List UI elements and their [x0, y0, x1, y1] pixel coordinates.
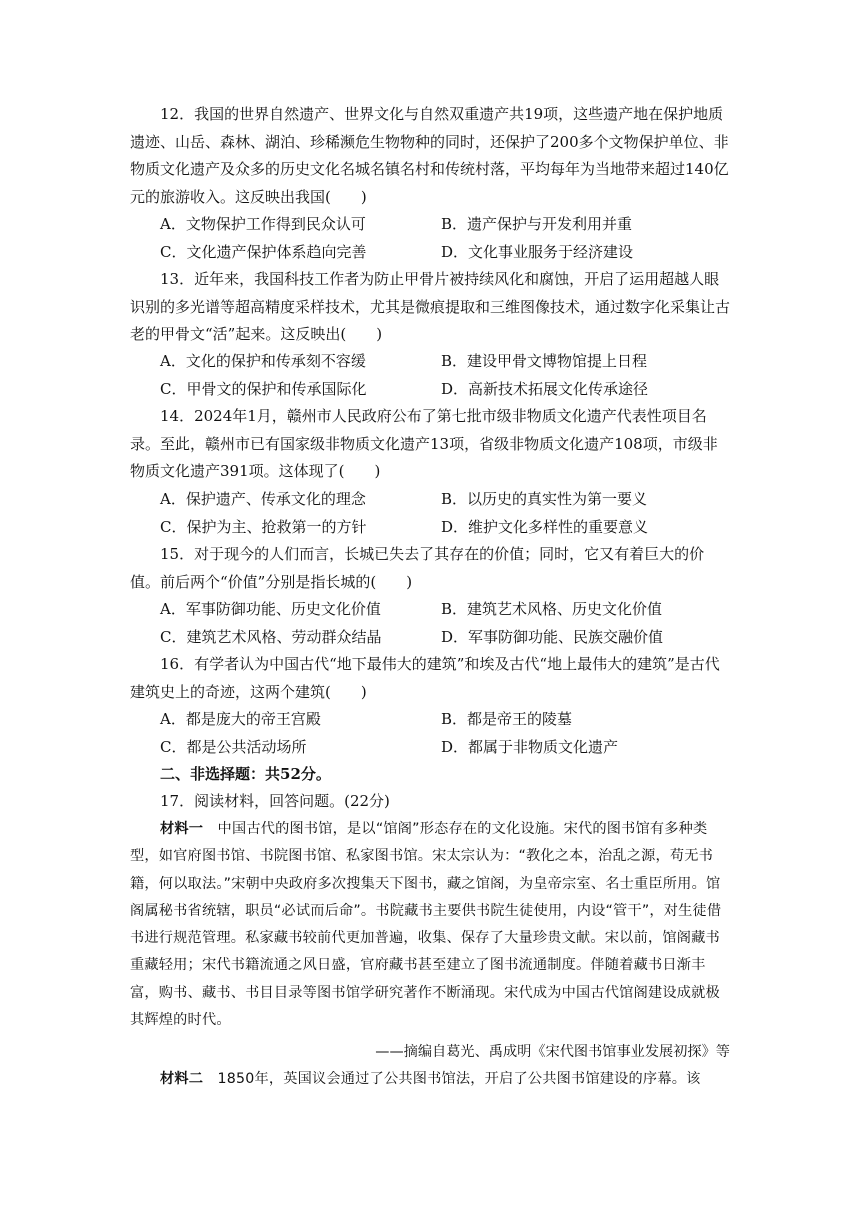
question-15-options — [160, 596, 730, 651]
question-14-stem: 14．2024年1月，赣州市人民政府公布了第七批市级非物质文化遗产代表性项目名录。至此，赣州市已有国家级非物质文化遗产13项，省级非物质文化遗产108项，市级非物质文化遗产391项。这体现了( ) — [130, 407, 718, 480]
material-one-source: ——摘编自葛光、禹成明《宋代图书馆事业发展初探》等 — [375, 1044, 730, 1060]
option-c: C．文化遗产保护体系趋向完善 — [160, 242, 367, 261]
question-14-options — [160, 486, 730, 541]
option-d: D．文化事业服务于经济建设 — [441, 242, 634, 261]
option-b: B．建设甲骨文博物馆提上日程 — [441, 352, 648, 370]
option-d: D．都属于非物质文化遗产 — [441, 737, 619, 756]
question-12-stem: 12．我国的世界自然遗产、世界文化与自然双重遗产共19项，这些遗产地在保护地质遗迹、山岳、森林、湖泊、珍稀濒危生物物种的同时，还保护了200多个文物保护单位、非物质文化遗产及众多的历史文化名城名镇名村和传统村落，平均每年为当地带来超过140亿元的旅游收入。这反映出我国( ) — [130, 105, 729, 206]
question-16-options — [160, 706, 730, 761]
option-d: D．军事防御功能、民族交融价值 — [441, 627, 664, 646]
option-d: D．维护文化多样性的重要意义 — [441, 517, 649, 536]
option-b: B．建筑艺术风格、历史文化价值 — [441, 600, 663, 618]
question-12-options — [160, 211, 730, 266]
option-c: C．都是公共活动场所 — [160, 737, 307, 756]
material-one — [130, 816, 730, 1034]
material-two-text: 1850年，英国议会通过了公共图书馆法，开启了公共图书馆建设的序幕。该 — [203, 1071, 701, 1087]
question-17-stem: 17．阅读材料，回答问题。(22分) — [160, 792, 390, 810]
option-b: B．都是帝王的陵墓 — [441, 710, 573, 728]
option-b: B．以历史的真实性为第一要义 — [441, 490, 648, 508]
option-c: C．甲骨文的保护和传承国际化 — [160, 379, 367, 398]
option-d: D．高新技术拓展文化传承途径 — [441, 379, 649, 398]
material-two — [130, 1066, 730, 1093]
option-b: B．遗产保护与开发利用并重 — [441, 215, 633, 233]
question-16-stem: 16．有学者认为中国古代“地下最伟大的建筑”和埃及古代“地上最伟大的建筑”是古代建筑史上的奇迹，这两个建筑( ) — [130, 655, 720, 701]
option-a: A．保护遗产、传承文化的理念 — [160, 490, 366, 508]
option-a: A．文物保护工作得到民众认可 — [160, 215, 366, 233]
material-two-label: 材料二 — [160, 1071, 204, 1087]
question-13-options — [160, 348, 730, 403]
question-15-stem: 15．对于现今的人们而言，长城已失去了其存在的价值；同时，它又有着巨大的价值。前后两个“价值”分别是指长城的( ) — [130, 545, 705, 591]
option-c: C．建筑艺术风格、劳动群众结晶 — [160, 627, 382, 646]
option-a: A．都是庞大的帝王宫殿 — [160, 710, 321, 728]
material-one-label: 材料一 — [160, 821, 204, 837]
option-a: A．军事防御功能、历史文化价值 — [160, 600, 381, 618]
option-c: C．保护为主、抢救第一的方针 — [160, 517, 367, 536]
material-one-text: 中国古代的图书馆，是以“馆阁”形态存在的文化设施。宋代的图书馆有多种类型，如官府图书馆、书院图书馆、私家图书馆。宋太宗认为：“教化之本，治乱之源，苟无书籍，何以取法。”宋朝中央政府多次搜集天下图书，藏之馆阁，为皇帝宗室、名士重臣所用。馆阁属秘书省统辖，职员“必试而后命”。书院藏书主要供书院生徒使用，内设“管干”，对生徒借书进行规范管理。私家藏书较前代更加普遍，收集、保存了大量珍贵文献。宋以前，馆阁藏书重藏轻用；宋代书籍流通之风日盛，官府藏书甚至建立了图书流通制度。伴随着藏书日渐丰富，购书、藏书、书目目录等图书馆学研究著作不断涌现。宋代成为中国古代馆阁建设成就极其辉煌的时代。 — [130, 821, 722, 1029]
section-heading: 二、非选择题：共52分。 — [160, 765, 331, 783]
option-a: A．文化的保护和传承刻不容缓 — [160, 352, 366, 370]
question-13-stem: 13．近年来，我国科技工作者为防止甲骨片被持续风化和腐蚀，开启了运用超越人眼识别的多光谱等超高精度采样技术，尤其是微痕提取和三维图像技术，通过数字化采集让古老的甲骨文“活”起来。这反映出( ) — [130, 270, 731, 343]
